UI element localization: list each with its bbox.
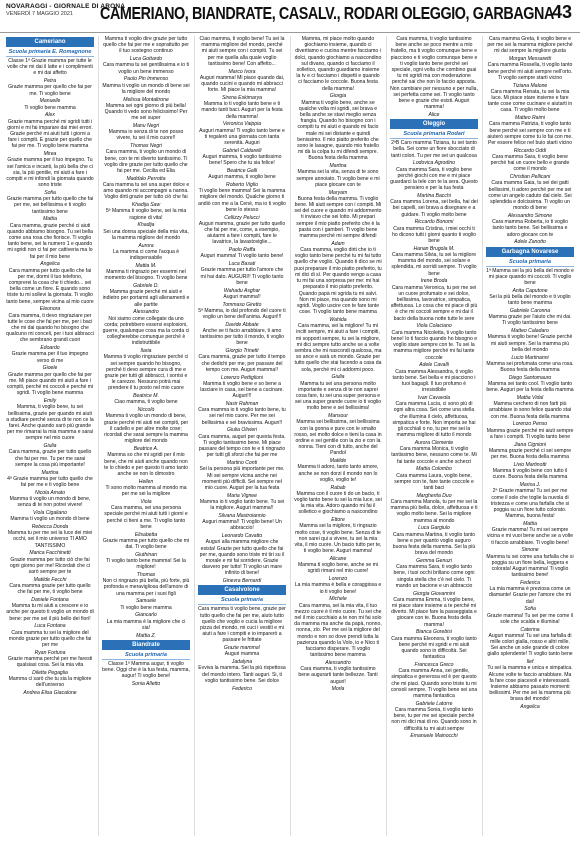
message: Auguri mamma! Tu sei una farfalla di mille colori gialla, rosso e altri mille. Sei anche un sole grande di colore giallo splendente! Ti voglio tanto bene (487, 632, 573, 658)
column-6 (486, 36, 574, 836)
signature: Lucio Martinanni (511, 354, 549, 361)
signature: Silvana Mastroiannio (218, 512, 266, 519)
signature: Beatrice M. (133, 393, 159, 400)
message: Mamma cerchero di non farti più arrabbiare io sono felice quando stai con me. Buona festa della mamma (488, 401, 572, 420)
signature: Tiziana Malone (512, 82, 548, 89)
article-columns (6, 36, 574, 836)
subsection-primaria: Scuola primaria (486, 259, 574, 267)
page-number: 43 (551, 2, 572, 22)
message: Ti voglio tanto bene mamma! Sei la migliore! (106, 557, 186, 571)
signature: Paolo Raffa (228, 247, 256, 254)
signature: Matilde (329, 458, 347, 465)
signature: Ivan Cavavola (417, 394, 451, 401)
section-oleggio: Oleggio (390, 119, 478, 129)
column-5 (390, 36, 478, 836)
message: Classe 1ª Grazie mamma per tutte le volte che mi dai il latte e i complimenti e mi dai affetto (7, 58, 93, 77)
signature: Manu Negri (132, 123, 160, 130)
signature: Emily (43, 398, 57, 405)
message: Cara mamma per tutto quello che fai per me, dormi il tuo telefono, comprerei la cosa che ti chiedo... sei bella come un fiore. E quando sono triste tu mi sollevi la giornata. Ti voglio tanto bene, sempre vicina al mio cuore (6, 267, 94, 305)
message: Ciao mamma, ti voglio bene (114, 399, 178, 406)
signature: Hanan Brugola M. (413, 245, 455, 252)
message: Cara mamma tu sei gentilissima e io ti voglio un bene immenso (102, 62, 190, 75)
message: Sei la più bella del mondo e ti voglio tanto bene mamma (489, 294, 571, 307)
message: Cara mamma Roberta, io ti voglio tanto tanto bene. Sei bellissima e adoro giocare con te (492, 219, 568, 238)
signature: Morla (331, 686, 345, 693)
signature: Angelica (520, 704, 540, 711)
message: Mamma sei ogni giorno di più bella! Quando ti vedo sono felicissimo! Per me sei super (104, 102, 188, 122)
signature: Aurora (138, 242, 154, 249)
message: Ti voglio bene mamma (120, 604, 172, 611)
column-2 (102, 36, 190, 836)
signature: Mansour (328, 413, 348, 420)
subsection-primaria: Scuola primaria (198, 597, 286, 605)
signature: Sofia (524, 606, 536, 613)
message: Cara mamma grazie per tutto quello che fai per me, ti voglio bene (9, 582, 91, 596)
message: Cara mamma, sei una persona speciale perché mi aiuti tutti i giorni e perché ci tieni a me. Ti voglio tanto bene (104, 505, 188, 530)
section-garbagna: Garbagna Novarese (486, 247, 574, 257)
message: Grazie mamma per quello che fai per me. Mi piace quando mi aiuti a fare i compiti, perché mi coccoli e perché mi sgridi. Ti voglio bene mamma (6, 371, 94, 397)
message: Cara mamma, voglio dirti che io ti voglio tanto bene perché tu mi fai tutto quello che voglio. Quando ti dico se mi puoi preparare il mio piatto preferito, tu mi dici di sì. Per quando vengo a casa tu mi fai una sorpresa per me: mi hai preparato il mio piatto preferito. Quando papà mi sgrida tu mi salvi. Non mi piace, ma quando sono mi sgridi. Voglio uscire con te fare tante cose. Ti voglio tanto bene mamma (294, 247, 382, 316)
message: Mamma sei tanto cool. Ti voglio tanto bene. Auguri per la festa della mamma (486, 381, 574, 394)
message: Mamma io ti voglio tanto bene. Tu sei la migliore. Auguri mamma!! (199, 498, 285, 512)
signature: Gabriele Caronna (509, 308, 551, 315)
message: Sei una donna speciale della mia vita, la mamma migliore del mondo (103, 228, 189, 241)
signature: Lorenzo Pettiglioni (221, 374, 263, 381)
signature: Marco Ivora (228, 68, 256, 75)
message: Mamma tu per me sei la luce dei miei occhi, sei il mio universo TI AMO TANTISSIMO (7, 530, 93, 549)
message: Mamma ti voglio bene, anche se qualche volta mi sgridi, sei brava e bella anche se stavi meglio senza frangia. Quando ho bisogno con i compiti tu mi aiuti e quando mi facio male mi sei distante e quindi benissimo. Il mio piatto preferito che sono le lasagne, quando mio fratello mi dà la colpa tu mi difendi sempre. Buona festa della mamma (297, 99, 379, 162)
signature: Diego Santomauro (508, 374, 552, 381)
signature: Maddalo Perrotta (126, 175, 166, 182)
signature: Alessandro (133, 309, 159, 316)
signature: Caterina (520, 626, 540, 633)
message: Cara mamma, sei la migliore! Tu mi inciti sempre, mi aiuti a fare i compiti, mi sopporti sempre, tu sei la migliore, mi dici sempre tutto anche se a volte sembra che mi nascondi qualcosa, ma so ance e sarà un mondo. Grazie per tutto quello che stai facendo a casa da sola, perché mi ci addormi poco. (294, 323, 382, 373)
message: Mamma, ti voglio bene, tu sei bellissima, grazie per quando mi aiuti a studiare perché senza di te non ce la farei. Anche quando sarò più grande per me rimarrai la mia mamma e sarai sempre nel mio cuore (6, 404, 94, 442)
signature: Mattia Z. (136, 632, 156, 639)
message: Mamma ti voglio un mondo di bene sei la migliore del mondo (102, 82, 190, 95)
message: Cara mamma Martina, ti voglio tanto bene e per quanto voglio auguro buona festa della mamma. Sei la più brava del mondo (392, 531, 476, 557)
signature: Bianca Gorebisi (416, 629, 452, 636)
signature: Irene Broda (420, 278, 448, 285)
signature: Matilde Fecchi (33, 576, 67, 583)
message: Mamma ti voglio bene con tutto il cuore. Buona festa della mamma (492, 468, 568, 481)
message: Mamma grazie perché ci sei sempre per me. Buona festa della mamma (488, 447, 572, 461)
signature: Diletta Pegaglia (32, 669, 68, 676)
message: Grazie mamma perché mi sgridi tutti i giorni e mi fai imparare dai miei errori. Grazie perché mi aiuti tutti i giorni a fare i compiti. E grazie per quello che fai per me. Ti voglio bene mamma (7, 118, 93, 150)
signature: Ilef (526, 659, 534, 666)
page-headline: CAMERIANO, BIANDRATE, CASALV., RODARI OLEGGIO, GARBAGNA (100, 3, 554, 23)
signature: Wahadu Asghar (223, 287, 261, 294)
signature: Giulia (43, 443, 57, 450)
message: Cara mamma Silvia, tu sei la migliore mamma del mondo, sei solare e splendida, mi sorridi sempre. Ti voglio bene (391, 252, 477, 277)
section-biandrate: Biandrate (102, 640, 190, 650)
signature: Alessandro (325, 660, 351, 667)
message: Cara mamma Sara, ti voglio bene perché hai un cuore bello e grande come il mondo (490, 154, 570, 173)
message: 4ª Grazie mamma per tutto quello che fai per me e ti voglio bene (7, 475, 93, 488)
signature: Veronica Vaippia (222, 121, 262, 128)
signature: Ilaria (140, 348, 152, 355)
message: Auguri mamma! Ti voglio tanto bene e ti regalerò una giornata con tanta serenità. Auguri (199, 127, 285, 147)
subsection-romagnone: Scuola primaria E. Romagnone (6, 49, 94, 57)
signature: Angelica (40, 261, 60, 268)
message: Mamma ci sarò che tu sia la migliore dell'universo (8, 676, 92, 689)
message: Grazie mamma per tutto l'amore che mi hai dato. AUGURI!! Ti voglio tanto bene (200, 267, 284, 286)
signature: Federica (520, 579, 540, 586)
message: Cara mamma ti voglio bene, grazie per tutto quello che fai per me, aiuto tutto quello che voglio e cucia la migliore pizza del mondo, mi cuci i vestiti e mi aiuti a fare i compiti e io imparerò a passare le frittate (198, 606, 286, 644)
message: Classe 1ª Mamma augur, ti voglio bene. Oggi che è la tua festa, mamma, augur! Ti voglio bene! (102, 660, 190, 680)
signature: Tommaso Giretto (222, 301, 262, 308)
message: Cara mamma, sei la mia vita, il tuo mezzo cuore è il mio cuore. Tu sei che nel il mio cucchiaio a te non mi fai solo da mamma ma anche da papà, nonno, nonna, zio. Per me sei la migliore del mondo e non so dove prendi tutta la pazienza quando la Volo, io e Nico ti facciamo disperare. Ti voglio tantissimo bene mamma (294, 602, 382, 659)
signature: Gemma Genuzi (416, 557, 452, 564)
signature: Lodovica Agrodino (412, 160, 455, 167)
signature: Sirena Eskimarya (222, 95, 262, 102)
message: 5ª Mamma, io dal profondo del cuore ti voglio un bene dell'anima. Auguri!!! (198, 307, 286, 321)
message: Cara mamma Greta, ti voglio bene e per me sei la mamma migliore perché mi dai sempre la migliore giusta (487, 36, 573, 55)
signature: Daniele Fontana (31, 596, 69, 603)
signature: Sofia (44, 190, 56, 197)
signature: Martina (41, 469, 59, 476)
publication-name: NOVARAGGI - GIORNALE DI ARONA (6, 3, 126, 10)
signature: Matteo Caladaro (511, 328, 549, 335)
message: Mamma ti adoro, tanto tanto amore, anche se non dorzi il mondo non lo voglio, voglio te! (297, 464, 379, 483)
signature: Ettore (331, 517, 345, 524)
signature: Thomas Negri (130, 143, 162, 150)
signature: Samuele (135, 598, 157, 605)
signature: Khadija Saw (131, 202, 161, 209)
signature: Giorgia (329, 93, 347, 100)
signature: Gabriele D. (133, 283, 159, 290)
signature: Maryam (328, 189, 348, 196)
signature: Paolo Pin Immenso (123, 76, 169, 83)
message: Grazie mamma per tutto quello che mi dai. Ti voglio bene (102, 537, 190, 550)
signature: Gabriele Latorre (415, 700, 453, 707)
signature: Rebecca Donda (31, 523, 69, 530)
message: 1ª Mamma sei la più bella del mondo e mi piace quando mi coccoli. Ti voglio bene (486, 267, 574, 287)
message: Grazie mamma per il tuo impegno. Tu sei l'amica e incanti, la più bella che ci sia, la più gentile, mi aiuti a fare i compiti e mi infondi la giornata quando sono triste (6, 157, 94, 189)
signature: Leonardo Cavatto (221, 533, 263, 540)
message: Cara mamma Sonia, ti voglio tanto bene, tu per me sei speciale perché non mi dici mai di no. Quando sono in difficoltà tu mi aiuti sempre (391, 707, 477, 732)
signature: Luca Gargiulo (418, 525, 450, 532)
message: Cara mamma, ti voglio tantissimo bene augurarti tante bellezze. Tanti auguri! (298, 666, 378, 685)
message: Cara mamma Veronica, tu per me sei un cuore profumato e sei dolce, bellissima, lavoratrice, simpatica, affettuosa. Lo cosa che mi piace di più è che mi coccoli sempre e mi dai il bacio della buona notte tutte le sere (390, 284, 478, 322)
signature: Giulia (331, 374, 345, 381)
message: La mia mamma è bella e coraggiosa e io ti voglio bene! (294, 582, 382, 595)
signature: Roberto Viglio (226, 182, 258, 189)
signature: Mattia M. (135, 262, 157, 269)
message: Grazie mamma per quello che fai per me. Ti voglio bene (8, 84, 92, 97)
signature: Ryan Fortuna (34, 649, 66, 656)
message: La mamma ci come l'acqua è indispensabile (112, 248, 180, 262)
message: Mamma ti voglio bene, anche se mi sgridi rimani nel mio cuore! (297, 562, 379, 575)
signature: Luca Gottardo (129, 56, 163, 63)
signature: Luca Basati (228, 261, 256, 268)
signature: Riccardo Oddi (513, 147, 547, 154)
message: Cara mamma tu sei la migliore del mondo grazie per tutto quello che fai per me (8, 629, 92, 648)
signature: Giorgia Giovannini (413, 590, 455, 597)
message: Ti sono molto mamma al mondo ma per me sei la migliore (105, 484, 187, 498)
signature: Adele Zanotto (514, 239, 546, 246)
signature: Andrea Elisa Giacalone (23, 690, 77, 697)
signature: Edoardo (40, 345, 60, 352)
signature: Grazie mamma! (223, 645, 261, 652)
signature: Anita Caputone (512, 287, 548, 294)
message: Grazie mamma! Tu mi sei sempre vicina e mi vuoi bene anche se a volte ti faccio arrabbiare. Ti voglio bene! (486, 527, 574, 546)
message: La mia mamma è preziosa come un diamante! Grazie per l'amore che mi dai! (489, 586, 571, 605)
message: Mamma io ti voglio tanto bene e ti mando tanti baci. Auguri per la festa della mamma! (201, 101, 283, 120)
message: Mamma sei la vita, senza di te sono sempre annoiato. Ti voglio bene e mi piace giocare con te (296, 169, 380, 188)
subsection-primaria: Scuola primaria (102, 652, 190, 660)
signature: Viola (140, 498, 152, 505)
signature: Jadalyna (231, 659, 253, 666)
signature: Viola Cigaliano (33, 509, 67, 516)
publication-date: VENERDÌ 7 MAGGIO 2021 (6, 11, 73, 17)
signature: Alicane (329, 555, 347, 562)
signature: Mirea (43, 151, 57, 158)
message: Auguri mamma (224, 651, 260, 658)
message: Mamma tu sei una persona molto importante e senza di te non saprei cosa fare, tu sei una super persona e sei una super grande cuore io ti voglio molto bene e sei bellissima! (294, 380, 382, 412)
signature: Adam (331, 240, 345, 247)
section-casalvolone: Casalvolone (198, 585, 286, 595)
page-header (0, 0, 580, 33)
signature: Eleonora (39, 306, 61, 313)
signature: Nicola Amato (34, 489, 66, 496)
signature: Niccolò (137, 407, 155, 414)
message: Cara mamma Cristina, i miei occhi ti ho dicono tutti i giorni quanto ti voglio bene (392, 225, 476, 245)
message: Cara mamma Nicoletta, ti voglio tanto bene! Io ti faccio quando ho bisogno e voglio stare sempre con te. Tu sei la mamma migliore perché mi fai tante coccole (390, 329, 478, 361)
signature: Marica Facchinetti (29, 550, 71, 557)
message: Mamma tu sei come una farfalla che si poggia su un fiore bella, leggera e colorata! Auguri mamma! Ti voglio tantissimo bene! (486, 553, 574, 579)
message: 2ªB Caro mamma Tiziana, tu sei tanto bella. Sei come un fiore sbocciato di tanti colori. Tu per me sei un qualcosa (391, 140, 477, 159)
signature: Martina (329, 163, 347, 170)
signature: Matteo Raimi (514, 115, 545, 122)
message: Grazie mamma perché per me faresti qualsiasi cosa. Sei la mia vita (7, 655, 93, 669)
message: Cara mamma Lucia, ci sono più di ogni altra cosa. Sei come una stella che illumina il cielo, affettuosa, simpatica e forte. Non importa se hai gli occhiali o no, tu per me sei la mamma migliore di tutto il mondo (392, 401, 476, 439)
message: Auguri alla mamma migliore che esista! Grazie per tutto quello che fai per me, quando sono triste mi tiri su il morale e mi fai sorridere. Grazie davvero per tutto! Ti voglio un mare infinito di bene! (199, 539, 285, 577)
message: Cara mamma, ti voglio tantissimo bene anche se poco mentre a mio fratello, ma ti voglio comunque bene e piacciono e ti voglio comunque bene e ti voglio tanto bene perché sei speciale, ogni volta che combino guai tu mi sgridi ma con moderazione perché sai che non lo faccio apposta. Non cambiare per nessuno e per nulla, sei perfetta come sei. Ti voglio tanto bene e grazie che esisti. Auguri mamma! (390, 36, 478, 111)
signature: Riccardo Bonomi (414, 219, 454, 226)
signature: Marisa J. (519, 482, 541, 489)
message: Cara mamma Sara, ti voglio bene perché giochi con me e mi piace guardarci la tele con te la sera. Questo pensiero e per la tua festa (390, 166, 478, 192)
message: Mamma grazie per l'aiuto che mi dai. Ti voglio tantissimo bene (488, 314, 572, 327)
signature: Aurora Clemente (414, 439, 454, 446)
message: Cara mamma Alessandra, ti voglio tanto bene. Sei bella e mi piacciono i tuoi bagagli. Il tuo profumo è irresistibile (392, 368, 476, 394)
message: Buona festa della mamma. Ti voglio bene. Mi aiuti sempre con i compiti. Mi sei del cuore e quando mi addormento ti inviavo che sei lotto. Mi prepari sempre il mio piatto preferito che è la pasta con i gamberi. Ti voglio bene mamma perché mi sempre difendi (294, 195, 382, 240)
signature: Petra (43, 78, 57, 85)
message: Mamma sei bellissima, sei bellissima con la gonna e pure con le smalto rosso, sei molto dolce e tieni la casa in ordine e sei gentile con la zio e con la nonna. Tieni con di tutto, anche del Pandol (294, 419, 382, 457)
message: Auguri mamma!! Ti voglio bene! Un abbraccio! (202, 519, 282, 532)
signature: Alice (428, 112, 440, 119)
message: Anche se ti facio arrabbiare, ti amo tantissimo per tutto il mondo, ti voglio bene (200, 328, 284, 347)
message: Mamma sei profumata come una rosa. Buona festa della mamma (486, 360, 574, 374)
message: Mamma so che mi sgridi per il mio bene, che mi aiuti anche quando non te lo chiedo e per questo ti amo tanto anche se non lo dimostro (104, 452, 188, 477)
message: Mamma ti voglio un mondo di bene, senza di te non potrei vivere! (9, 495, 91, 509)
signature: Jiana Cignioni (514, 441, 546, 448)
message: Auguri mamma!! (223, 293, 261, 300)
message: Noi siamo come collegate da uno corda; potrebbero essersi esplosioni, guerre, qualunque cosa ma la corda ci collegherebbe comunque perché è indistruttibile (102, 315, 190, 347)
signature: Melissa Montaltrone (123, 96, 169, 103)
signature: Davide Abbate (225, 321, 259, 328)
signature: Martino Conti (226, 460, 258, 467)
message: Cara mamma Sara, ti voglio tanto bene, i tuoi occhi brillano come ogni singola stella che c'è nel cielo. Ti mando un bacione e un abbraccio (393, 564, 475, 589)
message: Cara mamma, ti devo ringraziare per tutte le cose che fai per me, per i baci che mi dai quando ho bisogno che qualcuno mi conceli, per i tuoi abbracci che sembrano grandi cuori (6, 312, 94, 344)
message: Cara mamma tu sei una super dolce e amo quando mi accompagni a nanna. Voglio dirti grazie per tutto ciò che fai (102, 182, 190, 201)
message: Grazie mamma per tutto ciò che fai ogni giorno per me! Ricordati che ci sarò sempre per te (9, 556, 91, 575)
message: Ti voglio bene mamma! Sei la mamma migliore del mondo. Qualche giorno ti andiò con me a la Cené, ma io ti voglio bene lo stesso (198, 188, 286, 213)
message: Auguri mamma, ti voglio tantissimo bene! Spero che tu sia felice! (202, 154, 282, 167)
message: Cara mamma, ti voglio un mondo di bene, con te mi diverto tantissimo. Ti voglio dire grazie per tutto quello che fai per me. Cecilia ed Elia (104, 149, 188, 175)
message: Cara mamma Manola, tu per me sei la mamma più bella, dolce, affettuosa e ti voglio molto bene. Sei la migliore mamma al mondo (390, 498, 478, 524)
signature: Maria Vignee (227, 492, 257, 499)
signature: Christian Pellicani (509, 174, 551, 181)
column-3 (198, 36, 286, 836)
signature: Manuelle (39, 98, 61, 105)
message: Mamma ti voglio bene! Grazie perché mi aiuti sempre. Sei la mamma più bella del mondo (487, 334, 573, 353)
signature: Emanuele Mainocchi (410, 733, 458, 740)
message: Cara mamma, grazie perché ci aiuti quando abbiamo bisogno. Tu sei bella come una rosa che fiorisce. Ti voglio tanto bene, sei la numero 1 e quando mi sgridi non ci fai per cattiveria ma lo fai per il mio bene (7, 222, 93, 260)
message: Cara mamma Monica, ti voglio tantissimo bene, nessuno come te. Mi fai tante coccole e anche scherzi (391, 446, 477, 465)
signature: Simone (521, 547, 539, 554)
signature: Khadija (137, 222, 155, 229)
column-4 (294, 36, 382, 836)
signature: Alessandro Simone (507, 213, 553, 220)
message: Ti voglio bene mamma (24, 104, 76, 111)
signature: Livio Martinotti (513, 461, 547, 468)
message: Mamma sei la migliore, ti ringrazio molto cose, ti voglio bene. Senza di te non sarei qui a vivere, tu sei la mia vita, il mio cuore. Un bacio tutto per te, ti voglio bene. Auguri mamma! (294, 523, 382, 555)
signature: Mattia Colombo (416, 466, 452, 473)
message: Cara mamma Eleonora, ti voglio tanto bene perché mi sgridi e mi aiuti quando sono in difficoltà. Sei fantastica (391, 635, 477, 661)
message: Mamma con il cuore ti do un bacio, ti voglio tanto bene tu sei la mia luce, sei la mia vita. Adoro quando mi fai il solletico e giochiamo a nascondino (294, 490, 382, 516)
signature: Viola Colaciano (416, 323, 452, 330)
signature: Michele (329, 596, 347, 603)
signature: Morgan Messaretti (508, 56, 552, 63)
message: Cara mamma Gaia, tu sei dei gatti bellissimi, ti adoro perché per me sei come un angelo caduto dal cielo. Sei splendida e dolcissima. Ti voglio un mondo di bene (488, 180, 572, 212)
message: Mamma ti voglio dire grazie per tutto quello che fai per me e soprattutto per il tuo sostegno continuo (103, 36, 189, 55)
message: Cara mamma Rossella, ti voglio tanto bene perché mi aiuti sempre nell'orto. Ti voglio sempre starti vicino (487, 62, 573, 81)
signature: Giuthinan (135, 551, 157, 558)
message: Auguri mamma, grazie per tutto quello che fai per me, come, a esempio, aiutarmi a fare i compiti, fare le lavatrice, la lavastoviglie... (198, 220, 286, 246)
signature: Lorenzo Penso (512, 421, 548, 428)
signature: Ginevra Bernardi (222, 578, 262, 585)
message: Sei la persona più importante per me. Mi sei sempre vicina anche nei momenti più difficili. Sei sempre nel mio cuore. Auguri per la tua festa (199, 466, 285, 491)
signature: Beatrice A. (133, 446, 159, 453)
message: Mamma ti voglio un mondo di bene (10, 516, 90, 523)
message: Auguri mamma, ti voglio bene (208, 174, 276, 181)
message: Mamma ti voglio ringraziare perché ci sei sempre quando ho bisogno, perché ti devo sempre cura di me e grazie per tutti gli abbracci, i sorrisi e le carezze. Nessuno potrà mai prendere il tu posto nel mio cuore (103, 354, 189, 392)
message: Mamma ti voglio bene e so bene a lasciare in casa, sei bene a cucinare. Auguri!!! (200, 380, 284, 400)
message: 2ª Grazie mamma! Tu sei per me come il sole che toglie la nuvola di tristezza e come una farfalla che si poggia su un fiore tutto colorato. Mamma, buona festa! (490, 488, 570, 520)
signature: Wahida (329, 316, 347, 323)
subsection-rodari: Scuola primaria Rodari (390, 131, 478, 139)
signature: Federico (232, 685, 252, 692)
signature: Adele Cavalli (419, 362, 449, 369)
message: Ciao mamma, ti voglio bene! Tu sei la mamma migliore del mondo, perché mi aiuti sempre con i compiti. Tu sei per me quella alla quale voglio tantissimo bene! Con affetto... (199, 36, 285, 67)
message: Mamma io senza di te non posso vivere, tu sei il mio cuore!! (108, 129, 184, 142)
message: Mamma ti ringrazio per essermi nel momento del bisogno. Ti voglio bene (104, 269, 188, 282)
signature: Giulia Olivieri (226, 427, 257, 434)
signature: Cellizzy Pelucci (224, 214, 260, 221)
signature: Alex (45, 112, 55, 119)
signature: Giancarlo (135, 612, 157, 619)
signature: Lorenzo (328, 576, 348, 583)
signature: Mattia (523, 520, 537, 527)
message: Tu sei la mamma e unica e simpatica. Alcune volte te faccio arrabbiare. Ma fa fare cose piacevoli e interessanti. Insieme abbiamo passato momenti bellissimi. Per me sei la mamma più brava del mondo! (487, 665, 573, 703)
signature: Luca Fontana (34, 623, 66, 630)
message: Mamma grazie perché mi aiuti e indietro per portarmi agli allenamenti e alle partite (102, 289, 190, 308)
signature: Sonia Alletto (131, 680, 161, 687)
message: Cara mamma, grazie per tutto quello che fai per me. Tu per me sarai sempre la cosa più importante! (8, 449, 92, 468)
signature: Thomas (136, 571, 156, 578)
signature: Elisabetta (134, 531, 158, 538)
signature: Mattia Vidal (516, 395, 544, 402)
message: Cara mamma io ti voglio tanto bene, tu sei nel mio cuore. Per me sei bellissima e sei bravissima. Auguri!! (198, 407, 286, 426)
message: Auguri mamma! Mi piace quando dai, quando cucini e quando mi abbracci forte. Mi piace la mia mamma! (199, 74, 285, 94)
section-cameriano: Cameriano (6, 37, 94, 47)
message: La mia mamma è la migliore che ci sia! (106, 618, 186, 631)
message: Cara mamma Lorena, sei bella, hai dei bei capelli, sei brava a disegnare e a guidare. Ti voglio molto bene (390, 199, 478, 218)
message: Cara mamma, grazie per tutto il tempo che dedichi per me, per passare del tempo con me. Auguri mamma!! (198, 354, 286, 373)
message: Grazie mamma per il tuo impegno verso di me (11, 351, 89, 364)
signature: Gioele (42, 365, 58, 372)
signature: Hellen (138, 478, 154, 485)
message: Grazie mamma! Tu sei per me come il sole che scalda e illumina! (486, 612, 574, 625)
message: Cara mamma, auguri per questa festa. Ti voglio tantissimo bene. Mi piace passare del tempo con te e ti ringrazio per tutti gli sforzi che fai per me (198, 433, 286, 459)
signature: Martina Bacchi (417, 193, 451, 200)
signature: Beatrice Galli (226, 168, 258, 175)
signature: Gabriel Caldarelli (222, 147, 262, 154)
message: 5ª Mamma ti voglio bene, sei la mia ragione di vita! (105, 208, 187, 221)
message: Cara mamma Patrizia, ti voglio tanto bene perché sei sempre con me e ti aiuterò sempre come tu lo fai con me. Per essere felice nel buio starti vicino (487, 121, 573, 147)
column-1 (6, 36, 94, 836)
message: Mamma, mi piace molto quando giochiamo insieme, quando ci divertiamo e cucina mentre facciamo i dolci, quando giochiamo a nascondino sul divano, quando ci facciamo il solletico, quando guardiamo insieme la tv e ci facciamo i dispetti e quando ci facciamo le coccole. Buona festa della mamma! (294, 36, 382, 92)
message: Non ci ringrazio più bella, più forte, più profonda e meravigliosa dell'amore di una mamma per i suoi figli (102, 578, 190, 597)
signature: Margherita Duo (416, 492, 452, 499)
message: Mamma grazie perché mi aiuti sempre a fare i compiti. Ti voglio tanto bene (486, 427, 574, 440)
message: Grazie mamma per tutto quello che fai per me, sei bellissima e ti voglio tantissimo bene (6, 196, 94, 215)
signature: Nasir Rahman (225, 401, 259, 408)
signature: Mattia (43, 216, 57, 223)
message: Cara mamma Anna, sei gentile, simpatica e generosa ed è per questo che mi piaci. Quando sono triste tu mi consoli sempre. Ti voglio bene sei una mamma fantastica (390, 668, 478, 699)
message: Cara mamma Laura, voglio bene, sempre con te, fare tante coccole e tanti baci (394, 472, 474, 491)
message: Mamma tu mi aiuti a crescere e io anche per questo ti voglio un mondo di bene: per me sei il più bello dei fiori! (6, 603, 94, 622)
message: Cara mamma Emma, ti voglio bene, mi piace stare insieme a te perché mi diverto. Mi piace fare la passeggiata e giocare con te. Buona festa della mamma! (391, 596, 477, 628)
signature: Giorgio Trinetti (225, 348, 259, 355)
message: Cara mamma Renata, tu sei la mia luce. Mi piace stare insieme e fare tante cose come cucinare e aiutarti in casa. Ti voglio molto bene (487, 88, 573, 114)
message: Mamma ti voglio un mondo di bene, grazie perché mi aiuti nei compiti, per il cadello e per altre molte cose; ricordati che sarai sempre la mamma migliore del mondo (103, 413, 189, 445)
message: Evviva la mamma. Sei la più rispettosa del mondo intero. Tanti auguri. Si, ti voglio tantissimo bene. Sei dolce (198, 665, 286, 684)
signature: Francesca Greco (414, 661, 454, 668)
signature: Rabab (330, 484, 346, 491)
message: Auguri mamma! Ti voglio tanto bene! (200, 253, 284, 260)
